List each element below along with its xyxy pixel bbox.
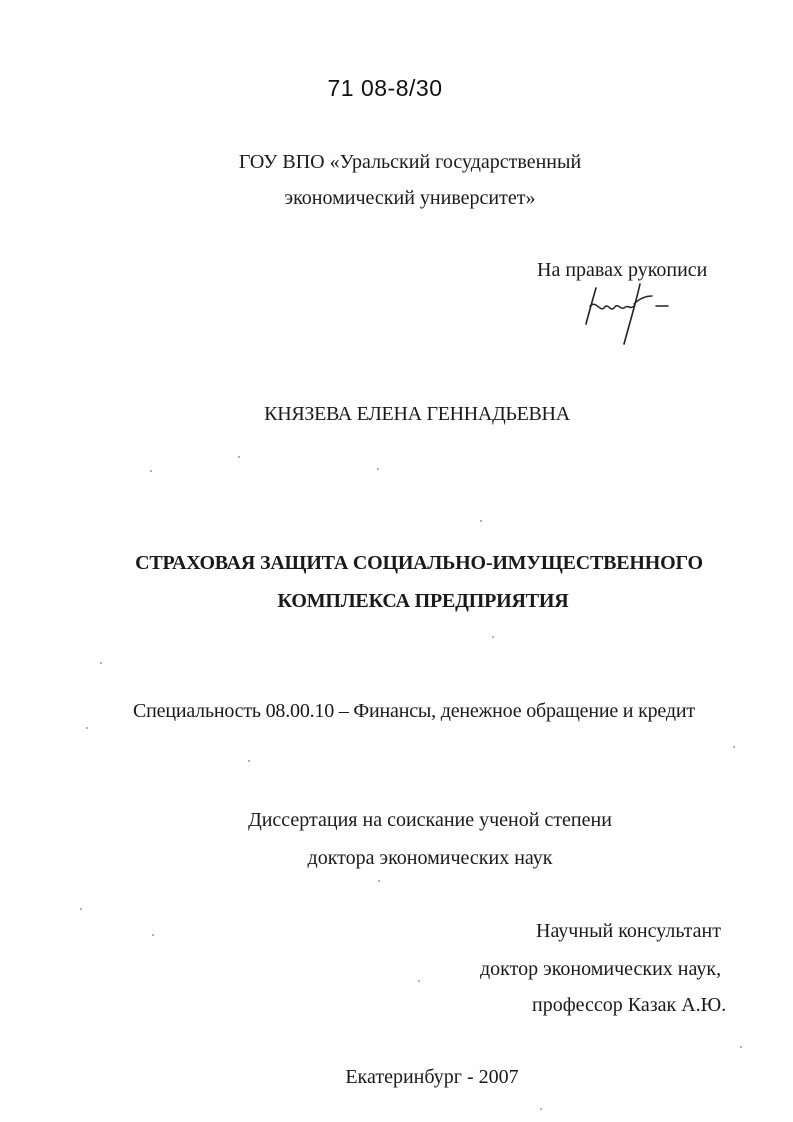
author-name: КНЯЗЕВА ЕЛЕНА ГЕННАДЬЕВНА (264, 403, 570, 425)
scan-speck (418, 980, 420, 982)
dissertation-line-2: доктора экономических наук (307, 847, 553, 869)
thesis-title-line-2: КОМПЛЕКСА ПРЕДПРИЯТИЯ (277, 590, 569, 612)
organization-line-2: экономический университет» (284, 187, 536, 209)
advisor-name: профессор Казак А.Ю. (532, 994, 727, 1016)
scan-speck (480, 520, 482, 522)
advisor-degree: доктор экономических наук, (480, 958, 722, 980)
scan-speck (80, 908, 82, 910)
scan-speck (152, 934, 154, 936)
scan-speck (492, 636, 494, 638)
rights-note: На правах рукописи (537, 259, 708, 281)
specialty-line: Специальность 08.00.10 – Финансы, денежное обращение и кредит (133, 700, 695, 722)
catalog-number: 71 08-8/30 (327, 75, 443, 101)
scan-speck (150, 470, 152, 472)
scan-speck (378, 880, 380, 882)
scan-speck (377, 468, 379, 470)
advisor-role: Научный консультант (536, 920, 721, 942)
thesis-title-line-1: СТРАХОВАЯ ЗАЩИТА СОЦИАЛЬНО-ИМУЩЕСТВЕННОГО (135, 552, 703, 574)
city-year: Екатеринбург - 2007 (345, 1066, 519, 1088)
handwritten-signature (582, 282, 682, 348)
organization-line-1: ГОУ ВПО «Уральский государственный (238, 151, 582, 173)
scan-speck (733, 746, 735, 748)
scan-speck (740, 1046, 742, 1048)
scan-speck (238, 456, 240, 458)
dissertation-line-1: Диссертация на соискание ученой степени (248, 809, 612, 831)
scan-speck (540, 1108, 542, 1110)
scan-speck (100, 662, 102, 664)
scan-speck (86, 727, 88, 729)
scan-speck (248, 760, 250, 762)
